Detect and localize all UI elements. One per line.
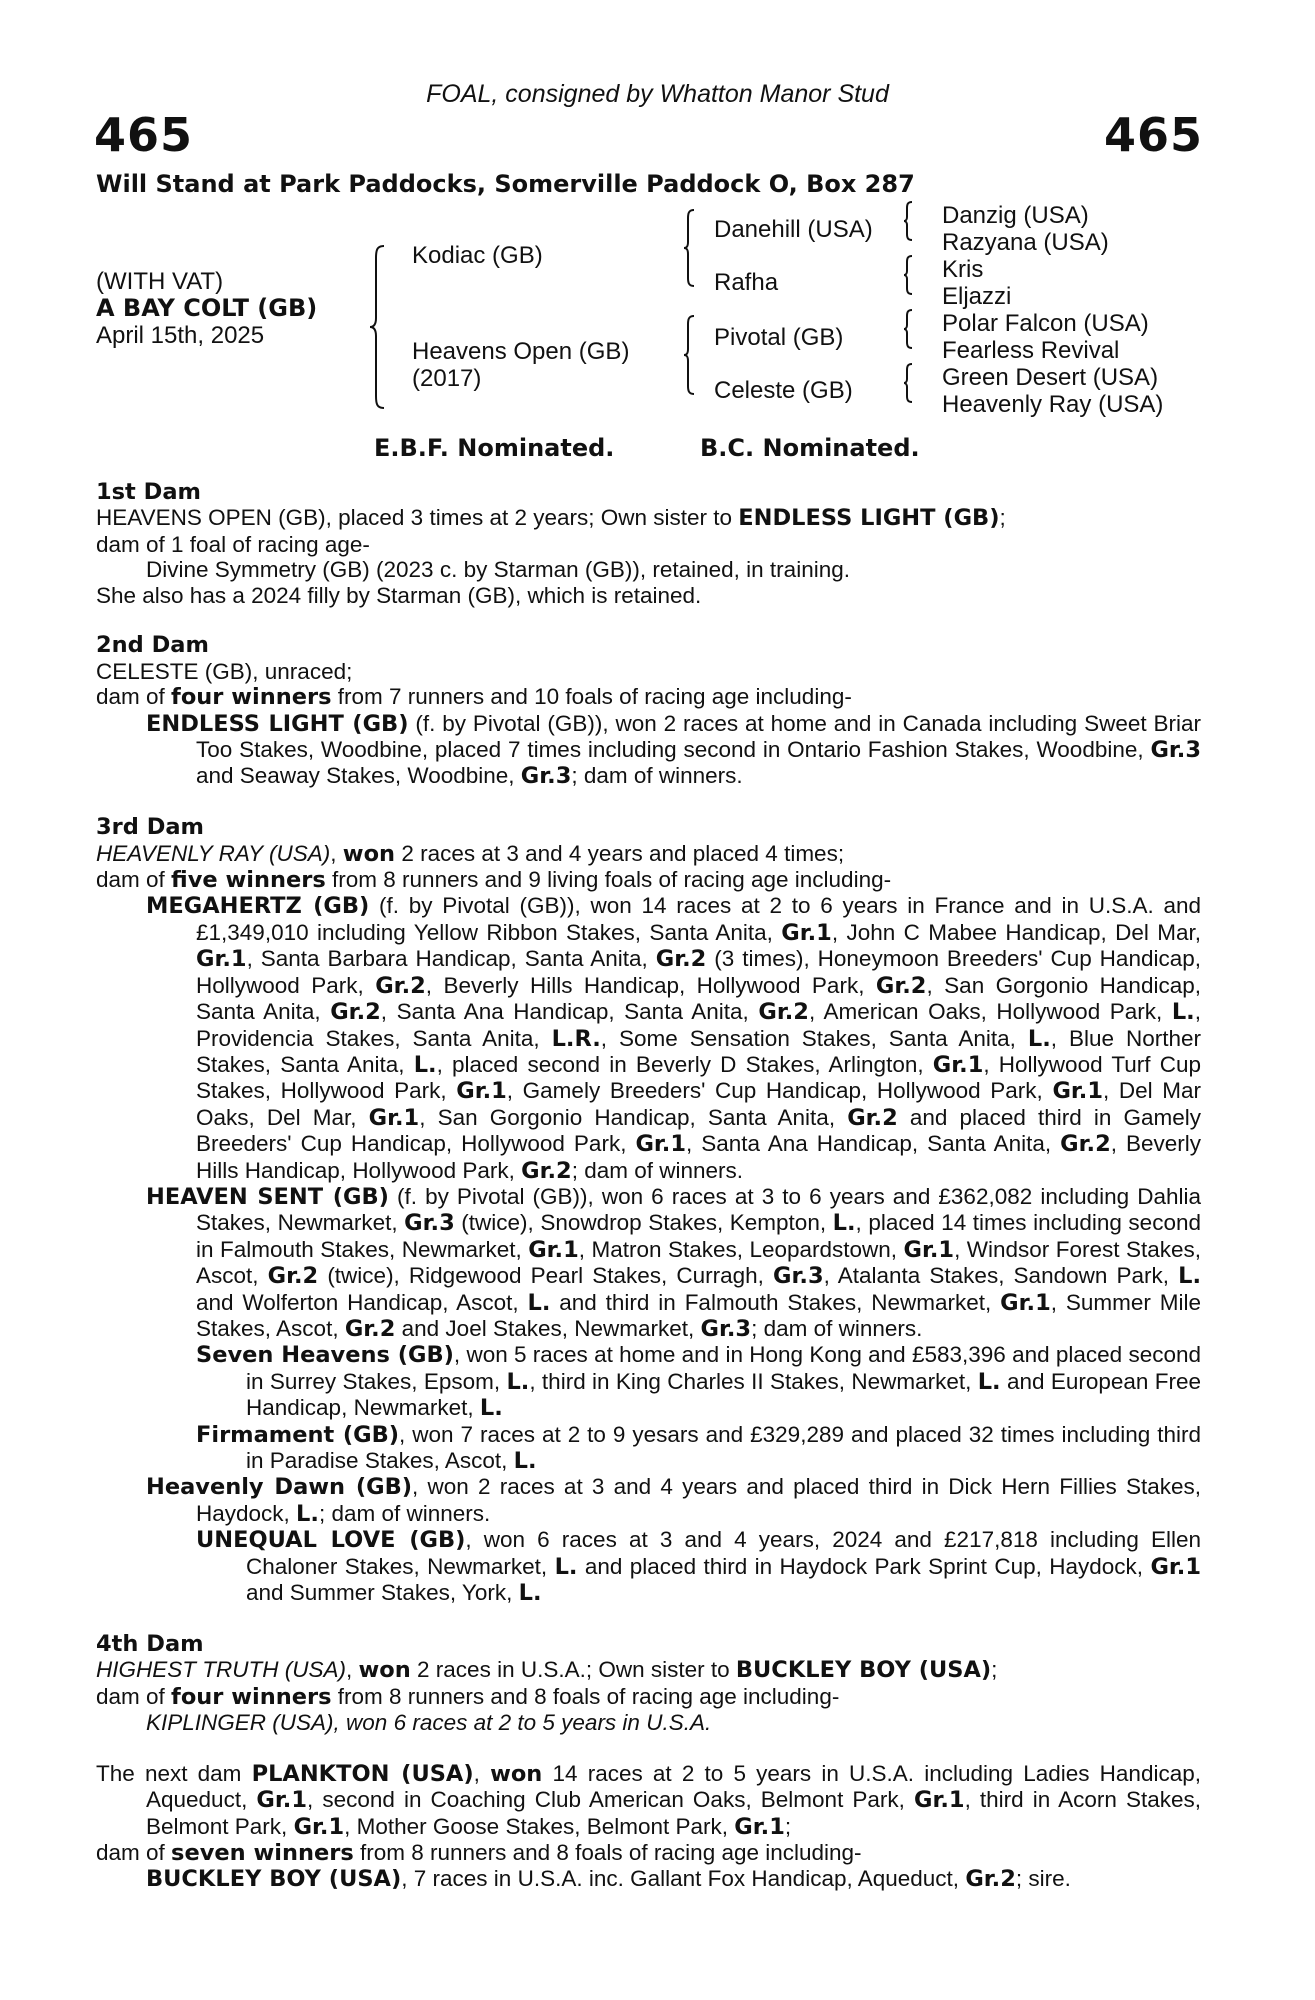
fourth-dam-heading: 4th Dam xyxy=(96,1630,204,1657)
brace-dam xyxy=(682,314,700,396)
sire-of-dam: Pivotal (GB) xyxy=(714,324,844,351)
stand-location: Will Stand at Park Paddocks, Somerville Paddock O, Box 287 xyxy=(96,170,915,198)
second-dam-line: CELESTE (GB), unraced; xyxy=(96,658,353,684)
brace-rafha xyxy=(902,254,916,296)
first-dam-produce-summary: dam of 1 foal of racing age- xyxy=(96,531,370,557)
ped-green-desert: Green Desert (USA) xyxy=(942,364,1159,391)
first-dam-note: She also has a 2024 filly by Starman (GB), which is retained. xyxy=(96,582,702,608)
dam-of-sire: Rafha xyxy=(714,269,779,296)
entry-endless-light: ENDLESS LIGHT (GB) (f. by Pivotal (GB)), won 2 races at home and in Canada including Sweet Briar Too Stakes, Woodbine, placed 7 times including second in Ontario Fashion Stakes, Woodbine, Gr.3 and Seaway Stakes, Woodbine, Gr.3; dam of winners. xyxy=(146,710,1201,790)
horse-name: A BAY COLT (GB) xyxy=(96,294,318,322)
second-dam-heading: 2nd Dam xyxy=(96,632,209,659)
next-dam-line: The next dam PLANKTON (USA), won 14 races at 2 to 5 years in U.S.A. including Ladies Handicap, Aqueduct, Gr.1, second in Coaching Club American Oaks, Belmont Park, Gr.1, third in Acorn Stakes, Belmont Park, Gr.1, Mother Goose Stakes, Belmont Park, Gr.1; xyxy=(96,1760,1201,1840)
ped-fearless-revival: Fearless Revival xyxy=(942,337,1120,364)
dam: Heavens Open (GB) xyxy=(412,338,630,365)
first-dam-line: HEAVENS OPEN (GB), placed 3 times at 2 years; Own sister to ENDLESS LIGHT (GB); xyxy=(96,505,1006,532)
next-dam-produce-summary: dam of seven winners from 8 runners and 8 foals of racing age including- xyxy=(96,1840,862,1867)
entry-seven-heavens: Seven Heavens (GB), won 5 races at home and in Hong Kong and £583,396 and placed second in Surrey Stakes, Epsom, L., third in King Charles II Stakes, Newmarket, L. and European Free Handicap, Newmarket, L. xyxy=(196,1342,1202,1422)
lot-number-left: 465 xyxy=(94,108,194,162)
ped-heavenly-ray: Heavenly Ray (USA) xyxy=(942,391,1164,418)
first-dam-foal: Divine Symmetry (GB) (2023 c. by Starman (GB)), retained, in training. xyxy=(146,557,850,583)
ped-eljazzi: Eljazzi xyxy=(942,283,1012,310)
fourth-dam-produce-summary: dam of four winners from 8 runners and 8 foals of racing age including- xyxy=(96,1683,840,1710)
lot-number-right: 465 xyxy=(1103,108,1203,162)
third-dam-produce-summary: dam of five winners from 8 runners and 9 living foals of racing age including- xyxy=(96,867,892,894)
ped-danzig: Danzig (USA) xyxy=(942,202,1089,229)
brace-celeste xyxy=(902,362,916,404)
dam-of-dam: Celeste (GB) xyxy=(714,377,853,404)
entry-megahertz: MEGAHERTZ (GB) (f. by Pivotal (GB)), won 14 races at 2 to 6 years in France and in U.S.A. and £1,349,010 including Yellow Ribbon Stakes, Santa Anita, Gr.1, John C Mabee Handicap, Del Mar, Gr.1, Santa Barbara Handicap, Santa Anita, Gr.2 (3 times), Honeymoon Breeders' Cup Handicap, Hollywood Park, Gr.2, Beverly Hills Handicap, Hollywood Park, Gr.2, San Gorgonio Handicap, Santa Anita, Gr.2, Santa Ana Handicap, Santa Anita, Gr.2, American Oaks, Hollywood Park, L., Providencia Stakes, Santa Anita, L.R., Some Sensation Stakes, Santa Anita, L., Blue Norther Stakes, Santa Anita, L., placed second in Beverly D Stakes, Arlington, Gr.1, Hollywood Turf Cup Stakes, Hollywood Park, Gr.1, Gamely Breeders' Cup Handicap, Hollywood Park, Gr.1, Del Mar Oaks, Del Mar, Gr.1, San Gorgonio Handicap, Santa Anita, Gr.2 and placed third in Gamely Breeders' Cup Handicap, Hollywood Park, Gr.1, Santa Ana Handicap, Santa Anita, Gr.2, Beverly Hills Handicap, Hollywood Park, Gr.2; dam of winners. xyxy=(146,893,1202,1184)
entry-unequal-love: UNEQUAL LOVE (GB), won 6 races at 3 and 4 years, 2024 and £217,818 including Ellen Chaloner Stakes, Newmarket, L. and placed third in Haydock Park Sprint Cup, Haydock, Gr.1 and Summer Stakes, York, L. xyxy=(196,1527,1201,1607)
foaling-date: April 15th, 2025 xyxy=(96,322,265,349)
brace-main xyxy=(368,244,390,410)
sire-of-sire: Danehill (USA) xyxy=(714,216,873,243)
ebf-nomination: E.B.F. Nominated. xyxy=(374,434,615,462)
brace-pivotal xyxy=(902,308,916,350)
ped-polar-falcon: Polar Falcon (USA) xyxy=(942,310,1149,337)
ped-kris: Kris xyxy=(942,256,984,283)
sire: Kodiac (GB) xyxy=(412,242,543,269)
entry-heaven-sent: HEAVEN SENT (GB) (f. by Pivotal (GB)), won 6 races at 3 to 6 years and £362,082 including Dahlia Stakes, Newmarket, Gr.3 (twice), Snowdrop Stakes, Kempton, L., placed 14 times including second in Falmouth Stakes, Newmarket, Gr.1, Matron Stakes, Leopardstown, Gr.1, Windsor Forest Stakes, Ascot, Gr.2 (twice), Ridgewood Pearl Stakes, Curragh, Gr.3, Atalanta Stakes, Sandown Park, L. and Wolferton Handicap, Ascot, L. and third in Falmouth Stakes, Newmarket, Gr.1, Summer Mile Stakes, Ascot, Gr.2 and Joel Stakes, Newmarket, Gr.3; dam of winners. xyxy=(146,1183,1202,1342)
third-dam-line: HEAVENLY RAY (USA), won 2 races at 3 and 4 years and placed 4 times; xyxy=(96,840,845,867)
entry-heavenly-dawn: Heavenly Dawn (GB), won 2 races at 3 and 4 years and placed third in Dick Hern Fillies Stakes, Haydock, L.; dam of winners. xyxy=(146,1474,1201,1527)
ped-razyana: Razyana (USA) xyxy=(942,229,1109,256)
fourth-dam-line: HIGHEST TRUTH (USA), won 2 races in U.S.A.; Own sister to BUCKLEY BOY (USA); xyxy=(96,1657,998,1684)
brace-sire xyxy=(682,208,700,288)
bc-nomination: B.C. Nominated. xyxy=(700,434,920,462)
first-dam-heading: 1st Dam xyxy=(96,479,201,505)
entry-kiplinger: KIPLINGER (USA), won 6 races at 2 to 5 years in U.S.A. xyxy=(146,1710,712,1736)
entry-buckley-boy: BUCKLEY BOY (USA), 7 races in U.S.A. inc. Gallant Fox Handicap, Aqueduct, Gr.2; sire. xyxy=(146,1866,1071,1893)
dam-year: (2017) xyxy=(412,365,482,392)
brace-danehill xyxy=(902,200,916,242)
vat-note: (WITH VAT) xyxy=(96,268,224,295)
consignor-line: FOAL, consigned by Whatton Manor Stud xyxy=(426,80,889,108)
third-dam-heading: 3rd Dam xyxy=(96,814,204,841)
second-dam-produce-summary: dam of four winners from 7 runners and 10 foals of racing age including- xyxy=(96,684,852,711)
catalogue-body xyxy=(96,480,1201,1893)
entry-firmament: Firmament (GB), won 7 races at 2 to 9 yesars and £329,289 and placed 32 times including third in Paradise Stakes, Ascot, L. xyxy=(196,1421,1202,1474)
